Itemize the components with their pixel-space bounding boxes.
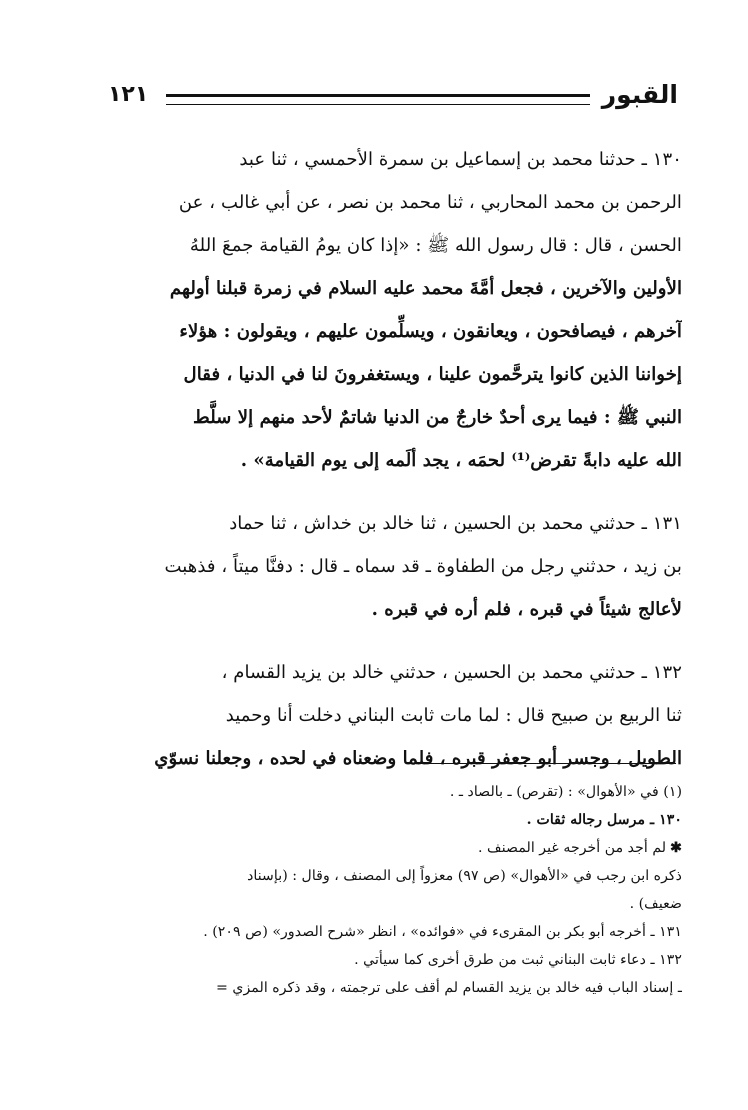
header-rule: [166, 94, 590, 105]
text-line: الحسن ، قال : قال رسول الله ﷺ : «إذا كان يومُ القيامة جمعَ اللهُ: [189, 235, 682, 256]
footnote-130-note-cont: ضعيف) .: [629, 896, 682, 912]
text-line: ١٣٢ ـ حدثني محمد بن الحسين ، حدثني خالد بن يزيد القسام ،: [221, 662, 682, 683]
paragraph-gap: [98, 482, 682, 502]
footnote-130: ١٣٠ ـ مرسل رجاله ثقات .: [526, 812, 682, 828]
hadith-130: [98, 138, 682, 482]
footnote-separator: [420, 763, 676, 764]
footnote-131: ١٣١ ـ أخرجه أبو بكر بن المقرىء في «فوائده» ، انظر «شرح الصدور» (ص ٢٠٩) .: [203, 924, 682, 940]
text-line: ١٣١ ـ حدثني محمد بن الحسين ، ثنا خالد بن خداش ، ثنا حماد: [229, 513, 682, 534]
text-line: بن زيد ، حدثني رجل من الطفاوة ـ قد سماه ـ قال : دفنَّا ميتاً ، فذهبت: [164, 556, 682, 577]
text-line: الأولين والآخرين ، فجعل أمَّةَ محمد عليه السلام في زمرة قبلنا أولهم: [169, 278, 682, 299]
text-line: لأعالج شيئاً في قبره ، فلم أره في قبره .: [371, 599, 682, 620]
running-title: القبور: [601, 80, 678, 109]
footnote-130-note: ذكره ابن رجب في «الأهوال» (ص ٩٧) معزواً إلى المصنف ، وقال : (بإسناد: [247, 868, 682, 884]
footnote-star-line: [82, 834, 682, 862]
footnote-isnad: ـ إسناد الباب فيه خالد بن يزيد القسام لم أقف على ترجمته ، وقد ذكره المزي =: [215, 980, 682, 996]
text-line: النبي ﷺ : فيما يرى أحدٌ خارجٌ من الدنيا شاتمٌ لأحد منهم إلا سلَّط: [192, 407, 682, 428]
text-line: آخرهم ، فيصافحون ، ويعانقون ، ويسلِّمون عليهم ، ويقولون : هؤلاء: [179, 321, 682, 342]
footnote-1: (١) في «الأهوال» : (تقرص) ـ بالصاد ـ .: [449, 784, 682, 800]
star-icon: ✱: [670, 840, 682, 856]
hadith-131: [98, 502, 682, 631]
footnote-star-text: لم أجد من أخرجه غير المصنف .: [478, 840, 667, 856]
main-text: [98, 138, 682, 780]
text-line: إخواننا الذين كانوا يترحَّمون علينا ، ويستغفرونَ لنا في الدنيا ، فقال: [183, 364, 682, 385]
page-number: ١٢١: [108, 82, 149, 107]
text-line: ١٣٠ ـ حدثنا محمد بن إسماعيل بن سمرة الأحمسي ، ثنا عبد: [239, 149, 682, 170]
text-line: الطويل ، وجسر أبو جعفر قبره ، فلما وضعناه في لحده ، وجعلنا نسوّي: [154, 748, 682, 769]
hadith-132: [98, 651, 682, 780]
text-line: الله عليه دابةً تقرض⁽¹⁾ لحمَه ، يجد ألَمه إلى يوم القيامة» .: [240, 450, 682, 471]
text-line: ثنا الربيع بن صبيح قال : لما مات ثابت البناني دخلت أنا وحميد: [225, 705, 682, 726]
page-header: [108, 78, 678, 118]
text-line: الرحمن بن محمد المحاربي ، ثنا محمد بن نصر ، عن أبي غالب ، عن: [178, 192, 682, 213]
footnotes: [82, 778, 682, 1002]
footnote-132: ١٣٢ ـ دعاء ثابت البناني ثبت من طرق أخرى كما سيأتي .: [354, 952, 682, 968]
paragraph-gap: [98, 631, 682, 651]
